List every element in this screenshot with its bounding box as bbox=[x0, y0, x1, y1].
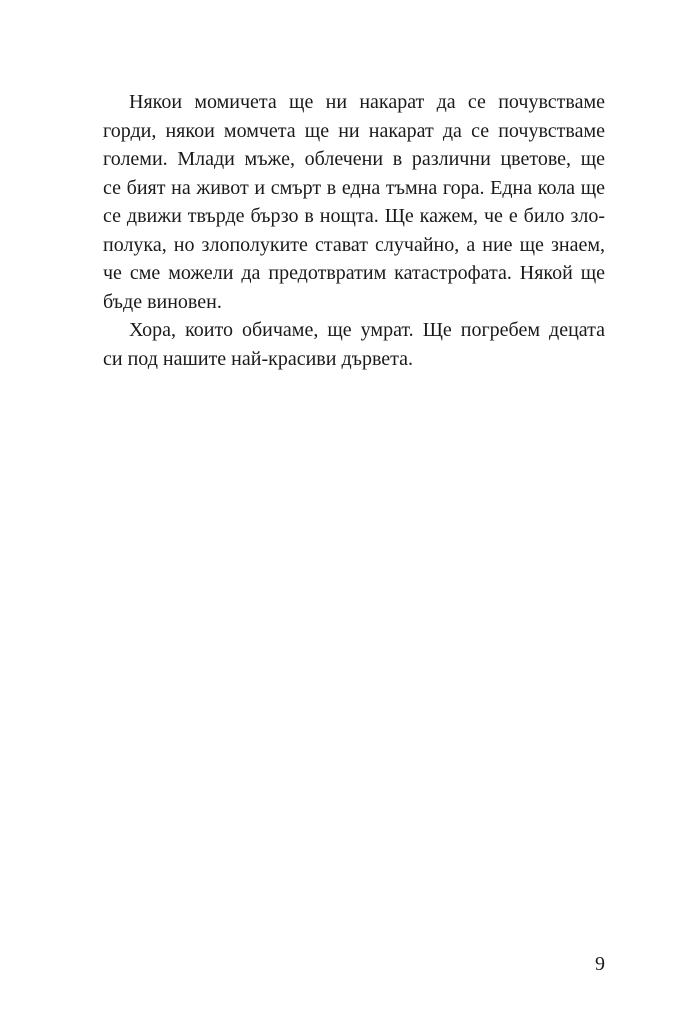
text-line: полука, но злополуките стават случайно, а ние ще знаем, bbox=[103, 233, 605, 256]
text-line: горди, някои момчета ще ни накарат да се почувстваме bbox=[103, 119, 605, 142]
text-line: големи. Млади мъже, облечени в различни цветове, ще bbox=[103, 148, 605, 170]
text-line: че сме можели да предотвратим катастрофата. Някой ще bbox=[103, 262, 605, 284]
body-text bbox=[103, 88, 605, 373]
paragraph-2 bbox=[103, 316, 605, 373]
page-number: 9 bbox=[595, 953, 605, 975]
text-line: си под нашите най-красиви дървета. bbox=[103, 347, 414, 370]
text-line: се бият на живот и смърт в една тъмна гора. Една кола ще bbox=[103, 176, 605, 199]
text-line: бъде виновен. bbox=[103, 290, 222, 313]
text-line: Хора, които обичаме, ще умрат. Ще погребем децата bbox=[129, 319, 605, 341]
text-line: се движи твърде бързо в нощта. Ще кажем, че е било зло- bbox=[103, 205, 605, 227]
paragraph-1 bbox=[103, 88, 605, 316]
text-line: Някои момичета ще ни накарат да се почувстваме bbox=[129, 91, 605, 113]
